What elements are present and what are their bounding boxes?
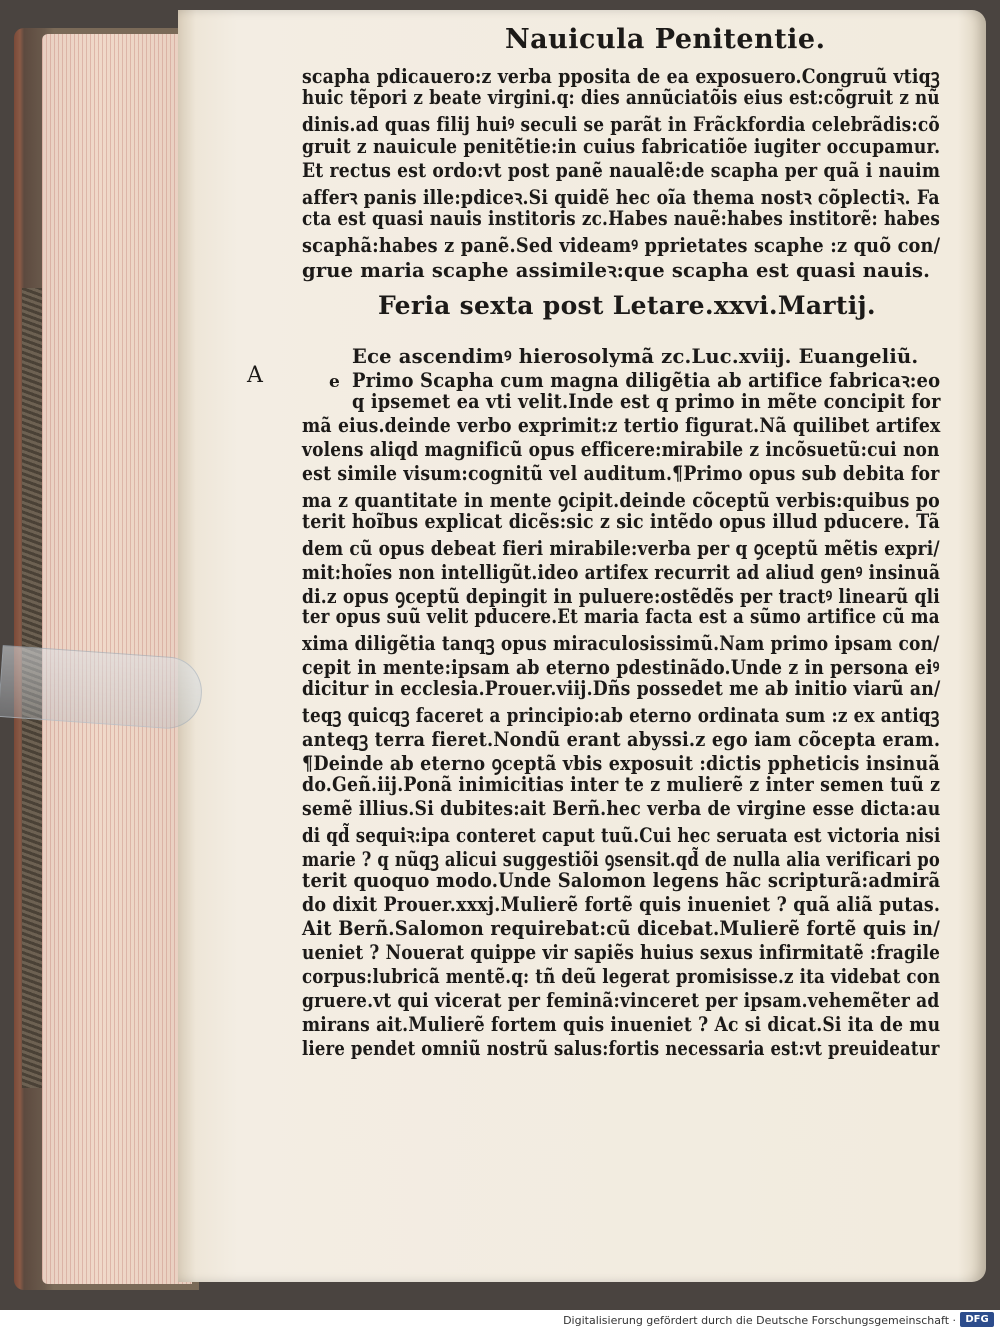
text-line: di qd̃ sequiꝛ:ipa conteret caput tuũ.Cui hec seruata est victoria nisi (302, 824, 941, 847)
text-line: grue maria scaphe assimileꝛ:que scapha est quasi nauis. (302, 258, 931, 282)
glass-weight (0, 645, 204, 731)
text-line: xima diligẽtia tanqꝫ opus miraculosissimũ.Nam primo ipsam con/ (302, 632, 940, 656)
text-line: volens aliqd magnificũ opus efficere:mirabile z incõsuetũ:cui non (302, 437, 940, 461)
text-line: Ece ascendimꝰ hierosolymã zc.Luc.xviij. Euangeliũ. (352, 345, 919, 368)
text-line: mã eius.deinde verbo exprimit:z tertio figurat.Nã quilibet artifex (302, 413, 941, 437)
text-line: dem cũ opus debeat fieri mirabile:verba per q ꝯceptũ mẽtis expri/ (302, 536, 940, 560)
text-line: ueniet ? Nouerat quippe vir sapiẽs huius sexus infirmitatẽ :fragile (302, 940, 941, 964)
text-line: teqꝫ quicqꝫ faceret a principio:ab eterno ordinata sum :z ex antiqꝫ (302, 704, 940, 728)
footer-credit: Digitalisierung gefördert durch die Deutsche Forschungsgemeinschaft · (563, 1314, 956, 1327)
text-line: do dixit Prouer.xxxj.Mulierẽ fortẽ quis inueniet ? quã aliã putas. (302, 892, 941, 916)
text-line: corpus:lubricã mentẽ.q: tñ deũ legerat promisisse.z ita videbat con (302, 964, 941, 988)
text-line: scaphã:habes z panẽ.Sed videamꝰ pprietates scaphe :z quõ con/ (302, 234, 941, 258)
text-line: Ait Berñ.Salomon requirebat:cũ dicebat.Mulierẽ fortẽ quis in/ (302, 916, 940, 940)
text-line: cepit in mente:ipsam ab eterno pdestinãdo.Unde z in persona eiꝰ (302, 656, 940, 680)
text-line: di.z opus ꝯceptũ depingit in puluere:ostẽdẽs per tractꝰ linearũ qli (302, 584, 940, 608)
text-line: est simile visum:cognitũ vel auditum.¶Primo opus sub debita for (302, 461, 940, 485)
text-line: terit hoĩbus explicat dicẽs:sic z sic intẽdo opus illud pducere. Tã (302, 509, 940, 533)
running-head: Nauicula Penitentie. (505, 24, 826, 55)
text-line: liere pendet omniũ nostrũ salus:fortis necessaria est:vt preuideatur (302, 1036, 940, 1060)
text-line: anteqꝫ terra fieret.Nondũ erant abyssi.z ego iam cõcepta eram. (302, 728, 941, 752)
text-line: terit quoquo modo.Unde Salomon legens hãc scripturã:admirã (302, 868, 941, 892)
text-line: semẽ illius.Si dubites:ait Berñ.hec verba de virgine esse dicta:au (302, 797, 941, 821)
text-line: ter opus suũ velit pducere.Et maria facta est a sũmo artifice cũ ma (302, 605, 940, 629)
text-line: mirans ait.Mulierẽ fortem quis inueniet ? Ac si dicat.Si ita de mu (302, 1012, 941, 1036)
text-line: marie ? q nũqꝫ alicui suggestiõi ꝯsensit.qd̃ de nulla alia verificari po (302, 847, 940, 871)
text-line: ¶Deinde ab eterno ꝯceptã vbis exposuit :dictis ppheticis insinuã (302, 752, 940, 776)
text-line: afferꝛ panis ille:pdiceꝛ.Si quidẽ hec oĩa thema nostꝛ cõplectiꝛ. Fa (302, 186, 940, 209)
text-line: do.Geñ.iij.Ponã inimicitias inter te z mulierẽ z inter semen tuũ z (302, 773, 941, 797)
text-line: Et rectus est ordo:vt post panẽ naualẽ:de scapha per quã i nauim (302, 158, 941, 182)
margin-letter-e: e (329, 372, 340, 392)
text-line: scapha pdicauero:z verba pposita de ea exposuero.Congruũ vtiqꝫ (302, 65, 940, 88)
text-line: q ipsemet ea vti velit.Inde est q primo in mẽte concipit for (352, 389, 941, 413)
margin-letter-a: A (247, 363, 263, 388)
text-line: gruit z nauicule penitẽtie:in cuius fabricatiõe iugiter occupamur. (302, 134, 941, 158)
text-line: huic tẽpori z beate virgini.q: dies annũciatõis eius est:cõgruit z nũ (302, 86, 940, 110)
text-line: cta est quasi nauis institoris zc.Habes nauẽ:habes institorẽ: habes (302, 207, 941, 231)
text-line: ma z quantitate in mente ꝯcipit.deinde cõceptũ verbis:quibus po (302, 488, 940, 512)
text-line: dinis.ad quas filij huiꝰ seculi se parãt in Frãckfordia celebrãdis:cõ (302, 113, 940, 137)
text-line: gruere.vt qui vicerat per feminã:vinceret per ipsam.vehemẽter ad (302, 988, 940, 1012)
dfg-logo: DFG (960, 1312, 994, 1327)
text-line: dicitur in ecclesia.Prouer.viij.Dñs possedet me ab initio viarũ an/ (302, 677, 941, 701)
text-line: Primo Scapha cum magna diligẽtia ab artifice fabricaꝛ:eo (352, 368, 941, 392)
text-line: mit:hoĩes non intelligũt.ideo artifex recurrit ad aliud genꝰ insinuã (302, 560, 941, 584)
section-heading: Feria sexta post Letare.xxvi.Martij. (378, 291, 876, 320)
